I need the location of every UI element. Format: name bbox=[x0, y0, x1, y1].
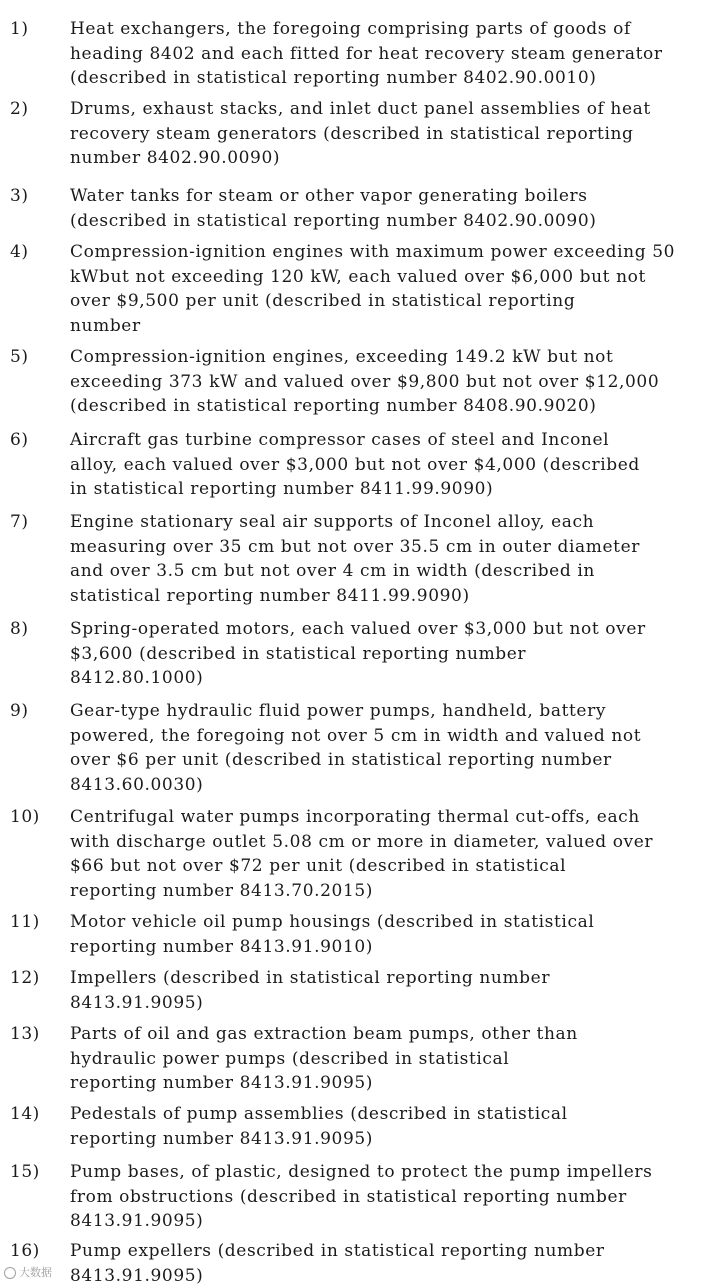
item-number: 9) bbox=[10, 701, 29, 721]
item-text: Gear-type hydraulic fluid power pumps, handheld, battery powered, the foregoing not over 5 cm in width and valued not over $6 per unit (described in statistical reporting number 8413.60.0030) bbox=[70, 701, 642, 795]
item-text: Pump bases, of plastic, designed to protect the pump impellers from obstructions (described in statistical reporting number 8413.91.9095) bbox=[70, 1162, 653, 1231]
item-number: 12) bbox=[10, 968, 40, 988]
item-text: Compression-ignition engines with maximum power exceeding 50 kWbut not exceeding 120 kW, each valued over $6,000 but not over $9,500 per unit (described in statistical reporting number bbox=[70, 242, 676, 336]
item-text: Pump expellers (described in statistical reporting number 8413.91.9095) bbox=[70, 1241, 605, 1286]
item-number: 15) bbox=[10, 1162, 40, 1182]
item-text: Drums, exhaust stacks, and inlet duct panel assemblies of heat recovery steam generators (described in statistical reporting number 8402.90.0090) bbox=[70, 99, 651, 168]
item-number: 10) bbox=[10, 807, 40, 827]
item-text: Aircraft gas turbine compressor cases of steel and Inconel alloy, each valued over $3,000 but not over $4,000 (described in statistical reporting number 8411.99.9090) bbox=[70, 430, 640, 499]
watermark bbox=[4, 1264, 52, 1280]
item-number: 6) bbox=[10, 430, 29, 450]
item-number: 2) bbox=[10, 99, 29, 119]
item-text: Compression-ignition engines, exceeding 149.2 kW but not exceeding 373 kW and valued over $9,800 but not over $12,000 (described in statistical reporting number 8408.90.9020) bbox=[70, 347, 660, 416]
weibo-icon bbox=[4, 1267, 16, 1279]
item-text: Impellers (described in statistical reporting number 8413.91.9095) bbox=[70, 968, 551, 1013]
watermark-text: 大数据 bbox=[19, 1266, 52, 1279]
item-number: 3) bbox=[10, 186, 29, 206]
item-number: 5) bbox=[10, 347, 29, 367]
item-number: 4) bbox=[10, 242, 29, 262]
item-number: 8) bbox=[10, 619, 29, 639]
item-text: Centrifugal water pumps incorporating thermal cut-offs, each with discharge outlet 5.08 cm or more in diameter, valued over $66 but not over $72 per unit (described in statistical reporting number 8413.70.2015) bbox=[70, 807, 654, 901]
item-text: Pedestals of pump assemblies (described in statistical reporting number 8413.91.9095) bbox=[70, 1104, 568, 1149]
item-text: Water tanks for steam or other vapor generating boilers (described in statistical reporting number 8402.90.0090) bbox=[70, 186, 597, 231]
item-text: Motor vehicle oil pump housings (described in statistical reporting number 8413.91.9010) bbox=[70, 912, 595, 957]
item-number: 14) bbox=[10, 1104, 40, 1124]
item-text: Engine stationary seal air supports of Inconel alloy, each measuring over 35 cm but not over 35.5 cm in outer diameter and over 3.5 cm but not over 4 cm in width (described in statistical reporting number 8411.99.9090) bbox=[70, 512, 640, 606]
item-number: 16) bbox=[10, 1241, 40, 1261]
item-number: 1) bbox=[10, 19, 29, 39]
item-text: Spring-operated motors, each valued over $3,000 but not over $3,600 (described in statistical reporting number 8412.80.1000) bbox=[70, 619, 646, 688]
item-number: 11) bbox=[10, 912, 40, 932]
item-number: 7) bbox=[10, 512, 29, 532]
item-text: Heat exchangers, the foregoing comprising parts of goods of heading 8402 and each fitted for heat recovery steam generator (described in statistical reporting number 8402.90.0010) bbox=[70, 19, 663, 88]
item-text: Parts of oil and gas extraction beam pumps, other than hydraulic power pumps (described in statistical reporting number 8413.91.9095) bbox=[70, 1024, 578, 1093]
item-number: 13) bbox=[10, 1024, 40, 1044]
